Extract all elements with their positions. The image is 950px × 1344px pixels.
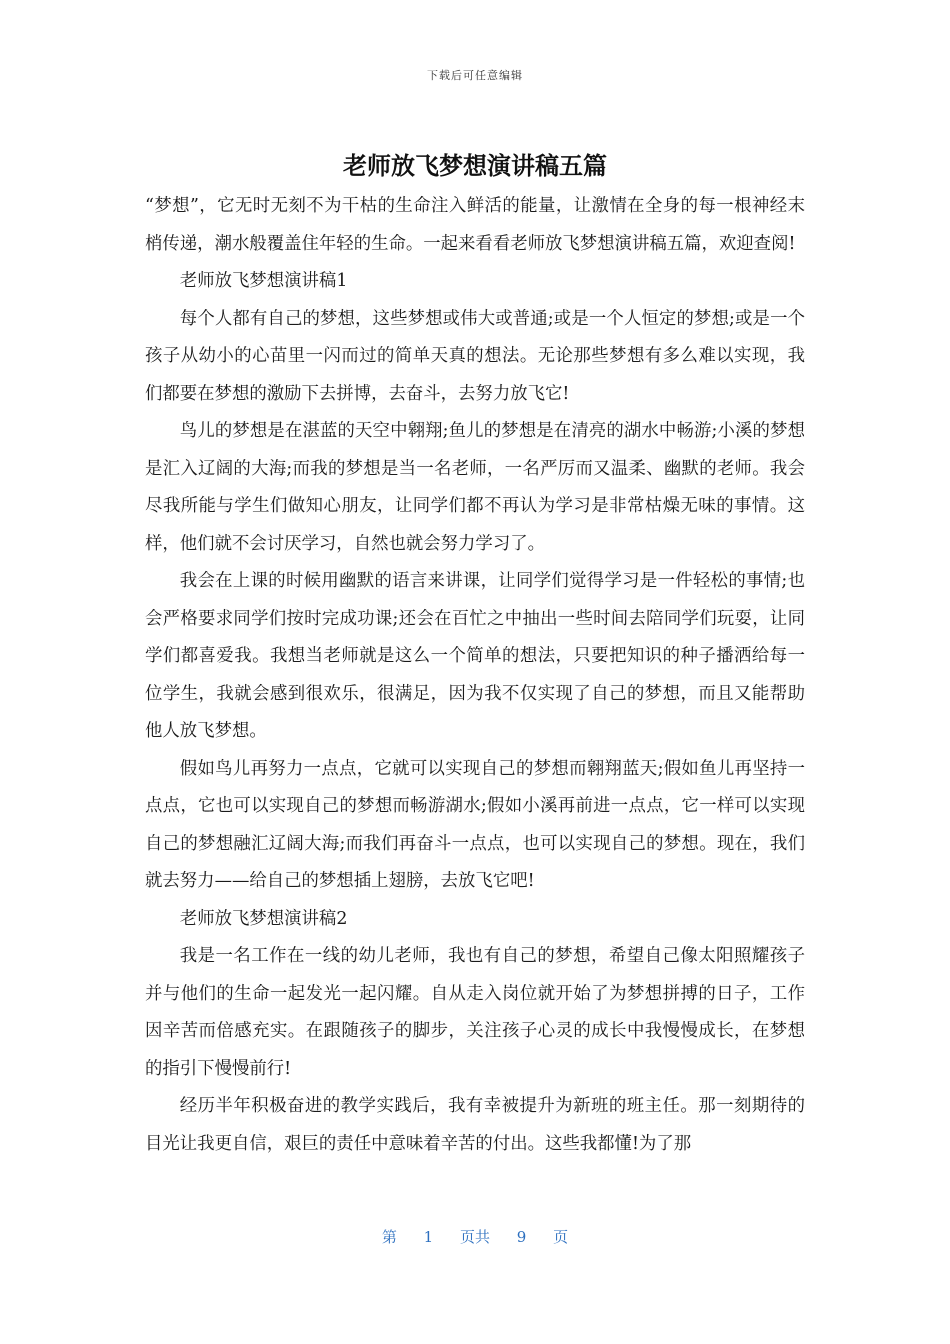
paragraph: 经历半年积极奋进的教学实践后，我有幸被提升为新班的班主任。那一刻期待的目光让我更自信，艰巨的责任中意味着辛苦的付出。这些我都懂!为了那 [145, 1096, 805, 1154]
footer-total-pages: 9 [516, 1228, 527, 1246]
paragraph: 每个人都有自己的梦想，这些梦想或伟大或普通;或是一个人恒定的梦想;或是一个孩子从幼小的心苗里一闪而过的简单天真的想法。无论那些梦想有多么难以实现，我们都要在梦想的激励下去拼博，去奋斗，去努力放飞它! [145, 308, 805, 404]
paragraph: 鸟儿的梦想是在湛蓝的天空中翱翔;鱼儿的梦想是在清亮的湖水中畅游;小溪的梦想是汇入辽阔的大海;而我的梦想是当一名老师，一名严厉而又温柔、幽默的老师。我会尽我所能与学生们做知心朋友，让同学们都不再认为学习是非常枯燥无味的事情。这样，他们就不会讨厌学习，自然也就会努力学习了。 [145, 421, 805, 554]
footer-suffix: 页 [553, 1228, 569, 1246]
intro-paragraph: “梦想”，它无时无刻不为干枯的生命注入鲜活的能量，让激情在全身的每一根神经末梢传递，潮水般覆盖住年轻的生命。一起来看看老师放飞梦想演讲稿五篇，欢迎查阅! [145, 196, 805, 254]
section-heading-2: 老师放飞梦想演讲稿2 [179, 908, 348, 929]
header-note: 下载后可任意编辑 [427, 69, 523, 82]
document-title: 老师放飞梦想演讲稿五篇 [343, 152, 607, 180]
footer-middle: 页共 [459, 1228, 490, 1246]
paragraph: 假如鸟儿再努力一点点，它就可以实现自己的梦想而翱翔蓝天;假如鱼儿再坚持一点点，它也可以实现自己的梦想而畅游湖水;假如小溪再前进一点点，它一样可以实现自己的梦想融汇辽阔大海;而我们再奋斗一点点，也可以实现自己的梦想。现在，我们就去努力——给自己的梦想插上翅膀，去放飞它吧! [145, 758, 805, 891]
paragraph: 我是一名工作在一线的幼儿老师，我也有自己的梦想，希望自己像太阳照耀孩子并与他们的生命一起发光一起闪耀。自从走入岗位就开始了为梦想拼搏的日子，工作因辛苦而倍感充实。在跟随孩子的脚步，关注孩子心灵的成长中我慢慢成长，在梦想的指引下慢慢前行! [145, 946, 805, 1079]
footer-page-number: 1 [423, 1228, 434, 1246]
footer-prefix: 第 [381, 1228, 397, 1246]
document-body [145, 188, 805, 1163]
section-heading-1: 老师放飞梦想演讲稿1 [179, 271, 348, 291]
paragraph: 我会在上课的时候用幽默的语言来讲课，让同学们觉得学习是一件轻松的事情;也会严格要求同学们按时完成功课;还会在百忙之中抽出一些时间去陪同学们玩耍，让同学们都喜爱我。我想当老师就是这么一个简单的想法，只要把知识的种子播洒给每一位学生，我就会感到很欢乐，很满足，因为我不仅实现了自己的梦想，而且又能帮助他人放飞梦想。 [145, 571, 805, 741]
page-footer [0, 1226, 950, 1247]
